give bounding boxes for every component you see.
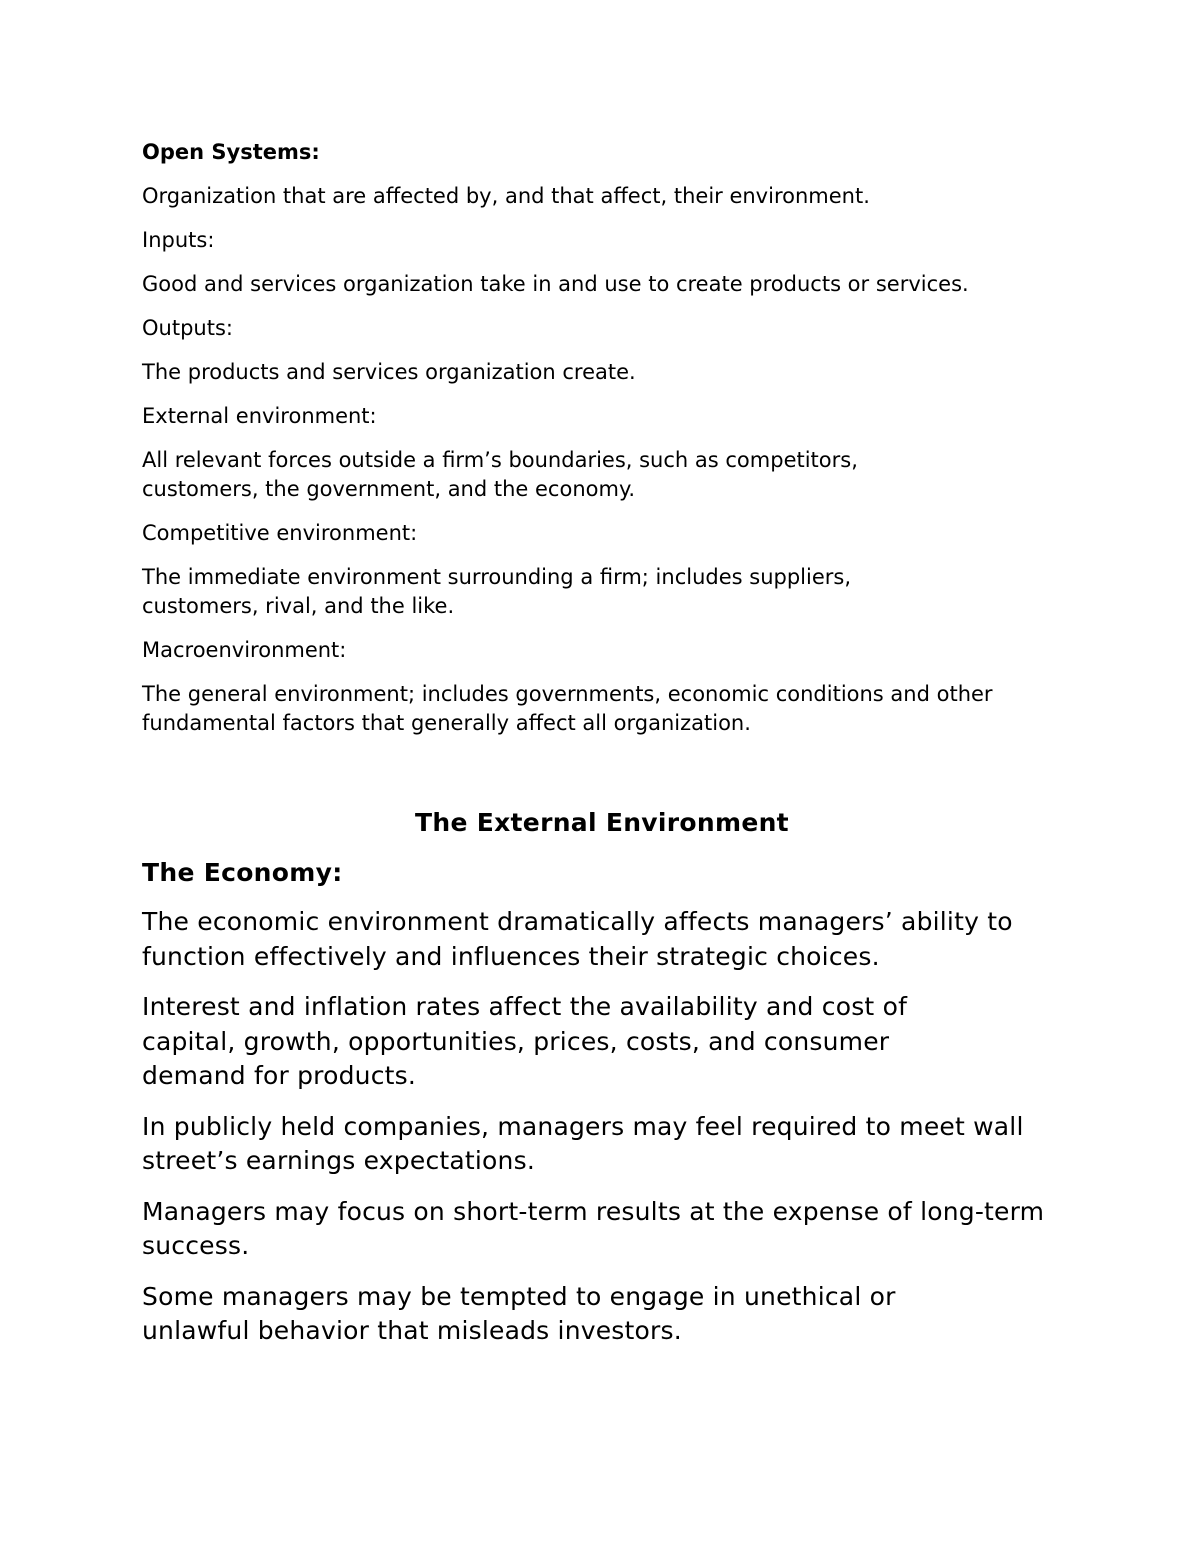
section-spacer [142,753,1062,805]
outputs-definition: The products and services organization create. [142,360,636,384]
section-subtitle: The Economy: [142,858,343,887]
economy-paragraph: Managers may focus on short-term results at the expense of long-term success. [142,1196,1045,1260]
section-title: The External Environment [415,808,789,837]
economy-paragraph: In publicly held companies, managers may feel required to meet wall street’s earnings expectations. [142,1111,1024,1175]
document-page [142,138,1062,1365]
economy-paragraph: Interest and inflation rates affect the availability and cost of capital, growth, opportunities, prices, costs, and consumer demand for products. [142,992,908,1090]
open-systems-definition: Organization that are affected by, and that affect, their environment. [142,184,870,208]
competitive-environment-label: Competitive environment: [142,521,418,545]
external-environment-label: External environment: [142,404,377,428]
macroenvironment-definition: The general environment; includes governments, economic conditions and other fundamental factors that generally affect all organization. [142,682,993,735]
inputs-definition: Good and services organization take in and use to create products or services. [142,272,969,296]
economy-paragraph: Some managers may be tempted to engage in unethical or unlawful behavior that misleads investors. [142,1281,896,1345]
economy-paragraph: The economic environment dramatically affects managers’ ability to function effectively and influences their strategic choices. [142,907,1013,971]
outputs-label: Outputs: [142,316,233,340]
open-systems-label: Open Systems: [142,140,320,164]
inputs-label: Inputs: [142,228,215,252]
macroenvironment-label: Macroenvironment: [142,638,347,662]
external-environment-definition: All relevant forces outside a firm’s boundaries, such as competitors, customers, the government, and the economy. [142,448,858,501]
competitive-environment-definition: The immediate environment surrounding a firm; includes suppliers, customers, rival, and the like. [142,565,852,618]
